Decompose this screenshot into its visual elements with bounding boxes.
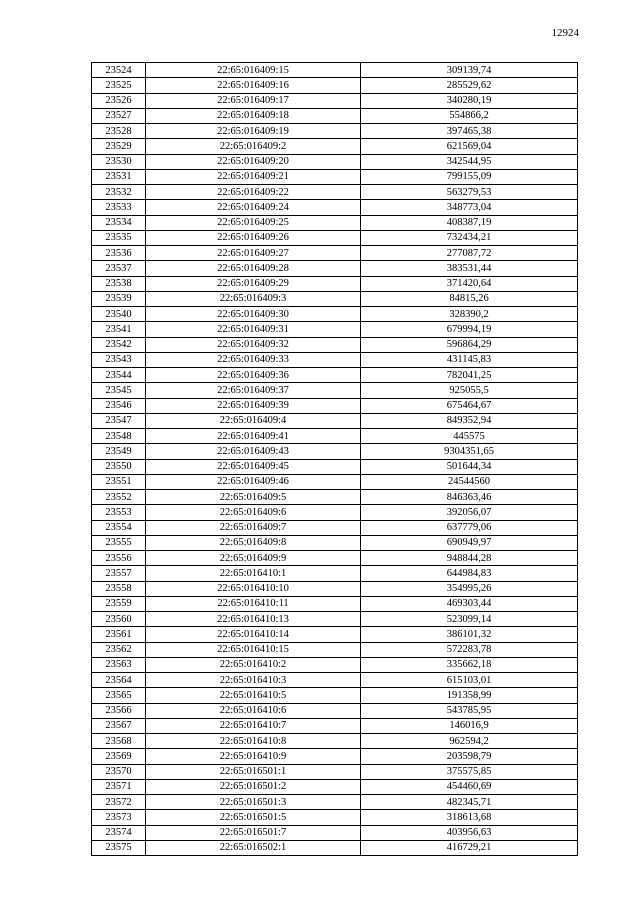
cadastral-number-cell: 22:65:016410:13 bbox=[146, 612, 361, 627]
cadastral-value-cell: 392056,07 bbox=[361, 505, 578, 520]
cadastral-number-cell: 22:65:016409:5 bbox=[146, 490, 361, 505]
cadastral-value-cell: 637779,06 bbox=[361, 520, 578, 535]
cadastral-number-cell: 22:65:016409:21 bbox=[146, 169, 361, 184]
table-row bbox=[92, 444, 578, 459]
cadastral-value-cell: 782041,25 bbox=[361, 368, 578, 383]
cadastral-number-cell: 22:65:016409:25 bbox=[146, 215, 361, 230]
cadastral-value-cell: 482345,71 bbox=[361, 795, 578, 810]
table-row bbox=[92, 78, 578, 93]
cadastral-value-cell: 335662,18 bbox=[361, 657, 578, 672]
row-number-cell: 23571 bbox=[92, 779, 146, 794]
cadastral-number-cell: 22:65:016409:36 bbox=[146, 368, 361, 383]
cadastral-value-cell: 318613,68 bbox=[361, 810, 578, 825]
row-number-cell: 23529 bbox=[92, 139, 146, 154]
table-row bbox=[92, 612, 578, 627]
table-row bbox=[92, 215, 578, 230]
row-number-cell: 23565 bbox=[92, 688, 146, 703]
cadastral-number-cell: 22:65:016409:32 bbox=[146, 337, 361, 352]
row-number-cell: 23550 bbox=[92, 459, 146, 474]
cadastral-value-cell: 469303,44 bbox=[361, 596, 578, 611]
row-number-cell: 23553 bbox=[92, 505, 146, 520]
table-row bbox=[92, 810, 578, 825]
row-number-cell: 23551 bbox=[92, 474, 146, 489]
row-number-cell: 23535 bbox=[92, 230, 146, 245]
cadastral-number-cell: 22:65:016501:5 bbox=[146, 810, 361, 825]
table-row bbox=[92, 307, 578, 322]
row-number-cell: 23538 bbox=[92, 276, 146, 291]
cadastral-value-cell: 191358,99 bbox=[361, 688, 578, 703]
cadastral-value-cell: 523099,14 bbox=[361, 612, 578, 627]
table-row bbox=[92, 749, 578, 764]
table-row bbox=[92, 368, 578, 383]
cadastral-value-cell: 501644,34 bbox=[361, 459, 578, 474]
cadastral-value-cell: 328390,2 bbox=[361, 307, 578, 322]
cadastral-value-cell: 445575 bbox=[361, 429, 578, 444]
cadastral-number-cell: 22:65:016409:24 bbox=[146, 200, 361, 215]
table-row bbox=[92, 246, 578, 261]
cadastral-number-cell: 22:65:016502:1 bbox=[146, 840, 361, 855]
cadastral-number-cell: 22:65:016409:30 bbox=[146, 307, 361, 322]
cadastral-number-cell: 22:65:016409:31 bbox=[146, 322, 361, 337]
cadastral-number-cell: 22:65:016409:43 bbox=[146, 444, 361, 459]
cadastral-value-cell: 596864,29 bbox=[361, 337, 578, 352]
table-row bbox=[92, 124, 578, 139]
cadastral-number-cell: 22:65:016410:6 bbox=[146, 703, 361, 718]
table-row bbox=[92, 764, 578, 779]
cadastral-number-cell: 22:65:016409:45 bbox=[146, 459, 361, 474]
table-row bbox=[92, 139, 578, 154]
cadastral-value-cell: 615103,01 bbox=[361, 673, 578, 688]
table-row bbox=[92, 291, 578, 306]
cadastral-number-cell: 22:65:016409:28 bbox=[146, 261, 361, 276]
cadastral-value-cell: 340280,19 bbox=[361, 93, 578, 108]
row-number-cell: 23572 bbox=[92, 795, 146, 810]
cadastral-value-cell: 403956,63 bbox=[361, 825, 578, 840]
cadastral-number-cell: 22:65:016409:22 bbox=[146, 185, 361, 200]
row-number-cell: 23568 bbox=[92, 734, 146, 749]
row-number-cell: 23524 bbox=[92, 63, 146, 78]
table-row bbox=[92, 490, 578, 505]
cadastral-value-cell: 416729,21 bbox=[361, 840, 578, 855]
cadastral-value-cell: 543785,95 bbox=[361, 703, 578, 718]
cadastral-number-cell: 22:65:016409:16 bbox=[146, 78, 361, 93]
cadastral-number-cell: 22:65:016409:2 bbox=[146, 139, 361, 154]
row-number-cell: 23559 bbox=[92, 596, 146, 611]
table-row bbox=[92, 154, 578, 169]
row-number-cell: 23543 bbox=[92, 352, 146, 367]
table-row bbox=[92, 413, 578, 428]
cadastral-value-cell: 146016,9 bbox=[361, 718, 578, 733]
cadastral-value-cell: 9304351,65 bbox=[361, 444, 578, 459]
row-number-cell: 23544 bbox=[92, 368, 146, 383]
table-row bbox=[92, 581, 578, 596]
cadastral-value-cell: 431145,83 bbox=[361, 352, 578, 367]
row-number-cell: 23536 bbox=[92, 246, 146, 261]
table-row bbox=[92, 627, 578, 642]
table-row bbox=[92, 734, 578, 749]
row-number-cell: 23562 bbox=[92, 642, 146, 657]
cadastral-value-cell: 962594,2 bbox=[361, 734, 578, 749]
cadastral-value-cell: 799155,09 bbox=[361, 169, 578, 184]
cadastral-value-cell: 925055,5 bbox=[361, 383, 578, 398]
table-row bbox=[92, 398, 578, 413]
row-number-cell: 23531 bbox=[92, 169, 146, 184]
cadastral-number-cell: 22:65:016501:3 bbox=[146, 795, 361, 810]
cadastral-value-cell: 84815,26 bbox=[361, 291, 578, 306]
row-number-cell: 23561 bbox=[92, 627, 146, 642]
cadastral-value-cell: 309139,74 bbox=[361, 63, 578, 78]
table-row bbox=[92, 657, 578, 672]
table-row bbox=[92, 169, 578, 184]
cadastral-value-cell: 397465,38 bbox=[361, 124, 578, 139]
table-row bbox=[92, 673, 578, 688]
cadastral-number-cell: 22:65:016409:4 bbox=[146, 413, 361, 428]
table-row bbox=[92, 429, 578, 444]
table-row bbox=[92, 566, 578, 581]
row-number-cell: 23552 bbox=[92, 490, 146, 505]
cadastral-value-table bbox=[91, 62, 578, 856]
table-body bbox=[92, 63, 578, 856]
row-number-cell: 23555 bbox=[92, 535, 146, 550]
cadastral-number-cell: 22:65:016409:6 bbox=[146, 505, 361, 520]
row-number-cell: 23547 bbox=[92, 413, 146, 428]
cadastral-value-cell: 732434,21 bbox=[361, 230, 578, 245]
table-row bbox=[92, 840, 578, 855]
cadastral-value-cell: 348773,04 bbox=[361, 200, 578, 215]
cadastral-value-cell: 948844,28 bbox=[361, 551, 578, 566]
row-number-cell: 23530 bbox=[92, 154, 146, 169]
table-row bbox=[92, 535, 578, 550]
row-number-cell: 23540 bbox=[92, 307, 146, 322]
cadastral-number-cell: 22:65:016409:27 bbox=[146, 246, 361, 261]
cadastral-value-cell: 371420,64 bbox=[361, 276, 578, 291]
cadastral-value-cell: 277087,72 bbox=[361, 246, 578, 261]
cadastral-number-cell: 22:65:016410:14 bbox=[146, 627, 361, 642]
table-row bbox=[92, 459, 578, 474]
cadastral-value-cell: 383531,44 bbox=[361, 261, 578, 276]
cadastral-value-cell: 408387,19 bbox=[361, 215, 578, 230]
cadastral-value-cell: 375575,85 bbox=[361, 764, 578, 779]
cadastral-number-cell: 22:65:016410:2 bbox=[146, 657, 361, 672]
cadastral-number-cell: 22:65:016409:19 bbox=[146, 124, 361, 139]
row-number-cell: 23532 bbox=[92, 185, 146, 200]
cadastral-number-cell: 22:65:016410:10 bbox=[146, 581, 361, 596]
table-row bbox=[92, 352, 578, 367]
cadastral-value-cell: 846363,46 bbox=[361, 490, 578, 505]
row-number-cell: 23570 bbox=[92, 764, 146, 779]
table-row bbox=[92, 200, 578, 215]
row-number-cell: 23549 bbox=[92, 444, 146, 459]
cadastral-number-cell: 22:65:016409:46 bbox=[146, 474, 361, 489]
row-number-cell: 23558 bbox=[92, 581, 146, 596]
table-row bbox=[92, 795, 578, 810]
table-row bbox=[92, 108, 578, 123]
cadastral-number-cell: 22:65:016409:33 bbox=[146, 352, 361, 367]
row-number-cell: 23566 bbox=[92, 703, 146, 718]
row-number-cell: 23548 bbox=[92, 429, 146, 444]
row-number-cell: 23546 bbox=[92, 398, 146, 413]
row-number-cell: 23569 bbox=[92, 749, 146, 764]
row-number-cell: 23575 bbox=[92, 840, 146, 855]
cadastral-number-cell: 22:65:016409:8 bbox=[146, 535, 361, 550]
table-row bbox=[92, 596, 578, 611]
cadastral-number-cell: 22:65:016410:9 bbox=[146, 749, 361, 764]
row-number-cell: 23545 bbox=[92, 383, 146, 398]
cadastral-number-cell: 22:65:016410:1 bbox=[146, 566, 361, 581]
row-number-cell: 23534 bbox=[92, 215, 146, 230]
row-number-cell: 23528 bbox=[92, 124, 146, 139]
cadastral-number-cell: 22:65:016501:2 bbox=[146, 779, 361, 794]
row-number-cell: 23573 bbox=[92, 810, 146, 825]
table-row bbox=[92, 93, 578, 108]
cadastral-number-cell: 22:65:016409:37 bbox=[146, 383, 361, 398]
cadastral-value-cell: 454460,69 bbox=[361, 779, 578, 794]
row-number-cell: 23527 bbox=[92, 108, 146, 123]
row-number-cell: 23526 bbox=[92, 93, 146, 108]
cadastral-number-cell: 22:65:016409:39 bbox=[146, 398, 361, 413]
table-row bbox=[92, 703, 578, 718]
cadastral-number-cell: 22:65:016409:7 bbox=[146, 520, 361, 535]
cadastral-number-cell: 22:65:016409:3 bbox=[146, 291, 361, 306]
table-row bbox=[92, 261, 578, 276]
table-row bbox=[92, 185, 578, 200]
cadastral-value-cell: 563279,53 bbox=[361, 185, 578, 200]
table-row bbox=[92, 688, 578, 703]
cadastral-number-cell: 22:65:016409:20 bbox=[146, 154, 361, 169]
table-row bbox=[92, 63, 578, 78]
cadastral-value-cell: 386101,32 bbox=[361, 627, 578, 642]
cadastral-value-cell: 342544,95 bbox=[361, 154, 578, 169]
cadastral-number-cell: 22:65:016409:17 bbox=[146, 93, 361, 108]
table-row bbox=[92, 276, 578, 291]
cadastral-value-cell: 354995,26 bbox=[361, 581, 578, 596]
row-number-cell: 23574 bbox=[92, 825, 146, 840]
cadastral-number-cell: 22:65:016410:5 bbox=[146, 688, 361, 703]
cadastral-number-cell: 22:65:016409:18 bbox=[146, 108, 361, 123]
cadastral-value-cell: 849352,94 bbox=[361, 413, 578, 428]
cadastral-number-cell: 22:65:016409:9 bbox=[146, 551, 361, 566]
cadastral-value-cell: 690949,97 bbox=[361, 535, 578, 550]
cadastral-value-cell: 679994,19 bbox=[361, 322, 578, 337]
cadastral-number-cell: 22:65:016410:3 bbox=[146, 673, 361, 688]
row-number-cell: 23537 bbox=[92, 261, 146, 276]
table-row bbox=[92, 551, 578, 566]
cadastral-number-cell: 22:65:016410:7 bbox=[146, 718, 361, 733]
row-number-cell: 23539 bbox=[92, 291, 146, 306]
table-row bbox=[92, 230, 578, 245]
row-number-cell: 23554 bbox=[92, 520, 146, 535]
cadastral-value-cell: 644984,83 bbox=[361, 566, 578, 581]
page-number: 12924 bbox=[551, 27, 579, 39]
table-row bbox=[92, 779, 578, 794]
cadastral-number-cell: 22:65:016410:11 bbox=[146, 596, 361, 611]
row-number-cell: 23533 bbox=[92, 200, 146, 215]
cadastral-number-cell: 22:65:016409:41 bbox=[146, 429, 361, 444]
cadastral-value-cell: 24544560 bbox=[361, 474, 578, 489]
table-row bbox=[92, 642, 578, 657]
row-number-cell: 23560 bbox=[92, 612, 146, 627]
cadastral-value-cell: 675464,67 bbox=[361, 398, 578, 413]
cadastral-value-cell: 285529,62 bbox=[361, 78, 578, 93]
cadastral-number-cell: 22:65:016410:15 bbox=[146, 642, 361, 657]
cadastral-number-cell: 22:65:016409:26 bbox=[146, 230, 361, 245]
cadastral-number-cell: 22:65:016410:8 bbox=[146, 734, 361, 749]
table-row bbox=[92, 474, 578, 489]
row-number-cell: 23542 bbox=[92, 337, 146, 352]
table-row bbox=[92, 520, 578, 535]
row-number-cell: 23541 bbox=[92, 322, 146, 337]
table-row bbox=[92, 383, 578, 398]
row-number-cell: 23567 bbox=[92, 718, 146, 733]
cadastral-number-cell: 22:65:016501:7 bbox=[146, 825, 361, 840]
cadastral-number-cell: 22:65:016409:15 bbox=[146, 63, 361, 78]
cadastral-number-cell: 22:65:016409:29 bbox=[146, 276, 361, 291]
row-number-cell: 23564 bbox=[92, 673, 146, 688]
row-number-cell: 23525 bbox=[92, 78, 146, 93]
table-row bbox=[92, 505, 578, 520]
cadastral-number-cell: 22:65:016501:1 bbox=[146, 764, 361, 779]
table-row bbox=[92, 337, 578, 352]
table-row bbox=[92, 322, 578, 337]
cadastral-value-cell: 621569,04 bbox=[361, 139, 578, 154]
row-number-cell: 23563 bbox=[92, 657, 146, 672]
cadastral-value-cell: 572283,78 bbox=[361, 642, 578, 657]
cadastral-value-cell: 203598,79 bbox=[361, 749, 578, 764]
cadastral-value-cell: 554866,2 bbox=[361, 108, 578, 123]
table-row bbox=[92, 825, 578, 840]
table-row bbox=[92, 718, 578, 733]
row-number-cell: 23556 bbox=[92, 551, 146, 566]
row-number-cell: 23557 bbox=[92, 566, 146, 581]
